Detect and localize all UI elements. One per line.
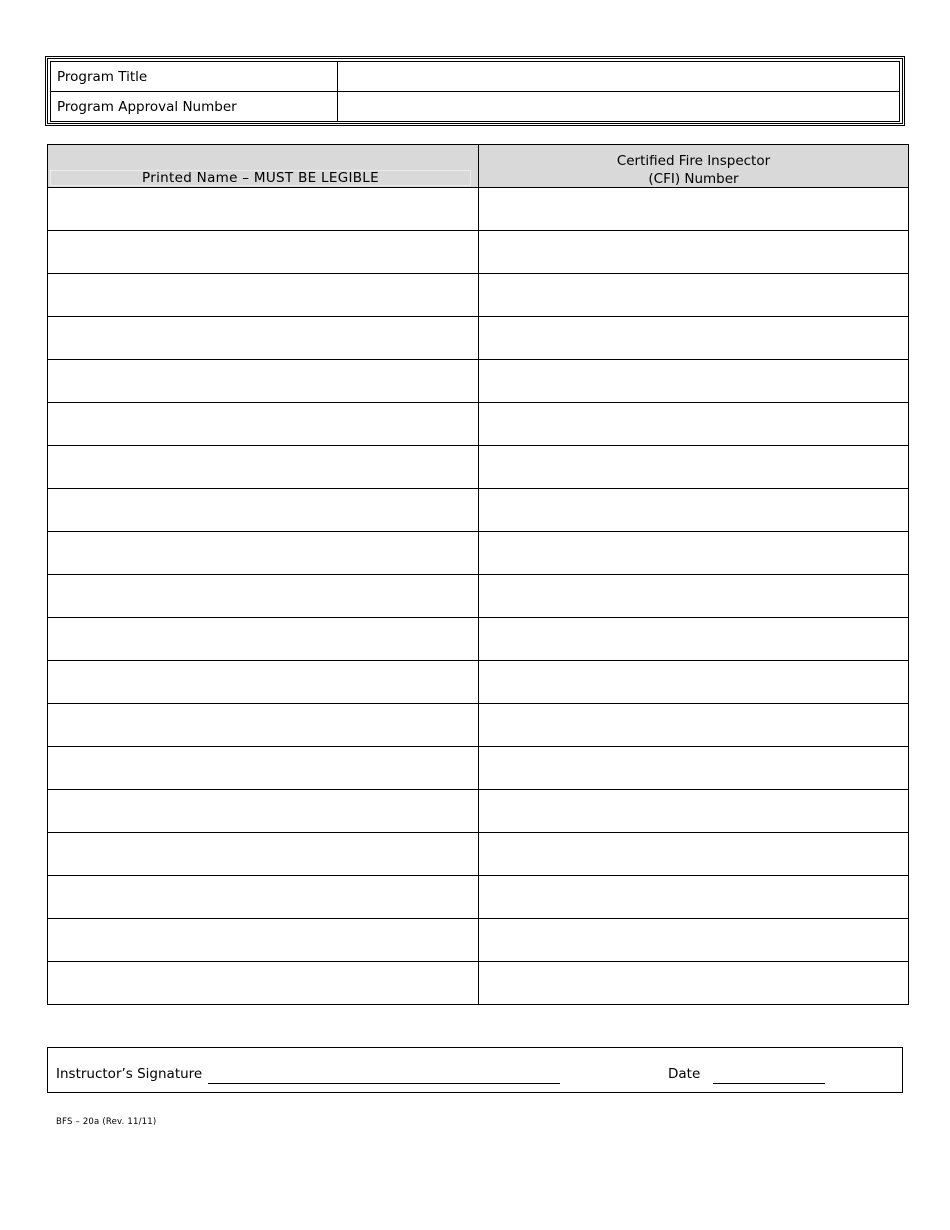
cfi-number-cell[interactable] bbox=[479, 274, 909, 317]
printed-name-cell[interactable] bbox=[48, 618, 479, 661]
signature-box bbox=[47, 1047, 903, 1093]
roster-row bbox=[48, 876, 909, 919]
cfi-number-cell[interactable] bbox=[479, 833, 909, 876]
roster-body bbox=[48, 188, 909, 1005]
roster-row bbox=[48, 575, 909, 618]
roster-row bbox=[48, 446, 909, 489]
cfi-number-cell[interactable] bbox=[479, 188, 909, 231]
date-line[interactable] bbox=[713, 1083, 825, 1084]
cfi-number-cell[interactable] bbox=[479, 747, 909, 790]
roster-table bbox=[47, 144, 909, 1005]
program-approval-row bbox=[51, 92, 900, 122]
roster-row bbox=[48, 790, 909, 833]
roster-row bbox=[48, 231, 909, 274]
printed-name-cell[interactable] bbox=[48, 747, 479, 790]
roster-row bbox=[48, 532, 909, 575]
printed-name-cell[interactable] bbox=[48, 360, 479, 403]
cfi-number-cell[interactable] bbox=[479, 876, 909, 919]
roster-row bbox=[48, 188, 909, 231]
date-label: Date bbox=[668, 1066, 701, 1082]
instructor-signature-line[interactable] bbox=[208, 1083, 560, 1084]
cfi-number-cell[interactable] bbox=[479, 231, 909, 274]
program-title-label: Program Title bbox=[51, 62, 338, 92]
printed-name-cell[interactable] bbox=[48, 231, 479, 274]
roster-row bbox=[48, 489, 909, 532]
cfi-header-line2: (CFI) Number bbox=[648, 171, 739, 187]
roster-row bbox=[48, 962, 909, 1005]
cfi-header-line1: Certified Fire Inspector bbox=[616, 153, 771, 169]
cfi-number-cell[interactable] bbox=[479, 317, 909, 360]
roster-row bbox=[48, 747, 909, 790]
program-title-field[interactable] bbox=[338, 62, 900, 92]
printed-name-cell[interactable] bbox=[48, 661, 479, 704]
cfi-number-cell[interactable] bbox=[479, 575, 909, 618]
printed-name-cell[interactable] bbox=[48, 704, 479, 747]
printed-name-cell[interactable] bbox=[48, 489, 479, 532]
program-approval-field[interactable] bbox=[338, 92, 900, 122]
roster-row bbox=[48, 704, 909, 747]
program-info-box bbox=[45, 56, 905, 126]
printed-name-cell[interactable] bbox=[48, 532, 479, 575]
printed-name-cell[interactable] bbox=[48, 188, 479, 231]
printed-name-cell[interactable] bbox=[48, 833, 479, 876]
printed-name-cell[interactable] bbox=[48, 962, 479, 1005]
roster-row bbox=[48, 360, 909, 403]
printed-name-header-label: Printed Name – MUST BE LEGIBLE bbox=[50, 170, 471, 186]
cfi-number-cell[interactable] bbox=[479, 446, 909, 489]
printed-name-cell[interactable] bbox=[48, 919, 479, 962]
cfi-number-cell[interactable] bbox=[479, 403, 909, 446]
roster-row bbox=[48, 661, 909, 704]
printed-name-cell[interactable] bbox=[48, 446, 479, 489]
printed-name-cell[interactable] bbox=[48, 403, 479, 446]
program-title-row bbox=[51, 62, 900, 92]
cfi-number-cell[interactable] bbox=[479, 360, 909, 403]
roster-header-row bbox=[48, 145, 909, 188]
cfi-number-cell[interactable] bbox=[479, 618, 909, 661]
printed-name-cell[interactable] bbox=[48, 790, 479, 833]
printed-name-cell[interactable] bbox=[48, 317, 479, 360]
roster-row bbox=[48, 833, 909, 876]
roster-row bbox=[48, 618, 909, 661]
roster-row bbox=[48, 403, 909, 446]
cfi-number-cell[interactable] bbox=[479, 704, 909, 747]
cfi-number-cell[interactable] bbox=[479, 532, 909, 575]
cfi-number-cell[interactable] bbox=[479, 919, 909, 962]
instructor-signature-label: Instructor’s Signature bbox=[56, 1066, 203, 1082]
cfi-number-header bbox=[479, 145, 909, 188]
cfi-number-cell[interactable] bbox=[479, 962, 909, 1005]
roster-row bbox=[48, 919, 909, 962]
printed-name-cell[interactable] bbox=[48, 274, 479, 317]
program-approval-label: Program Approval Number bbox=[51, 92, 338, 122]
printed-name-header bbox=[48, 145, 479, 188]
printed-name-cell[interactable] bbox=[48, 575, 479, 618]
program-info-table bbox=[50, 61, 900, 122]
roster-row bbox=[48, 317, 909, 360]
cfi-number-cell[interactable] bbox=[479, 661, 909, 704]
roster-row bbox=[48, 274, 909, 317]
form-id: BFS – 20a (Rev. 11/11) bbox=[56, 1117, 157, 1127]
cfi-number-cell[interactable] bbox=[479, 790, 909, 833]
cfi-number-cell[interactable] bbox=[479, 489, 909, 532]
printed-name-cell[interactable] bbox=[48, 876, 479, 919]
